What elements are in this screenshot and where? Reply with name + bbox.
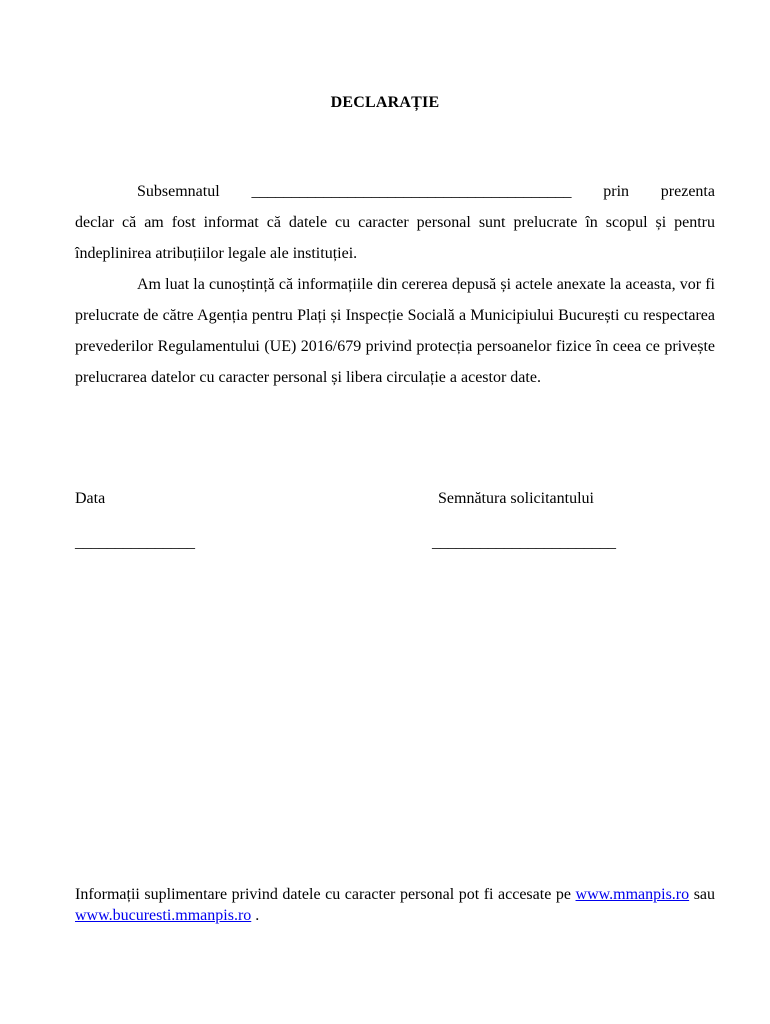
date-label: Data (75, 490, 106, 507)
footer-info (75, 884, 715, 926)
footer-connector: sau (693, 886, 716, 903)
signature-section (75, 488, 715, 558)
paragraph1-first-line (75, 176, 715, 207)
document-title: DECLARAȚIE (330, 94, 440, 111)
footer-period: . (255, 907, 260, 924)
name-blank-line: ________________________________________ (251, 183, 572, 200)
signature-block (432, 488, 616, 554)
paragraph2: Am luat la cunoștință că informațiile din cererea depusă și actele anexate la aceasta, vor fi prelucrate de către Agenția pentru Plați și Inspecție Socială a Municipiului București cu respectarea prevederilor Regulamentului (UE) 2016/679 privind protecția persoanelor fizice în ceea ce privește prelucrarea datelor cu caracter personal și libera circulație a acestor date. (75, 276, 715, 386)
prezenta-word: prezenta (660, 183, 715, 200)
date-block (75, 488, 195, 554)
document-body (75, 176, 715, 393)
signature-label: Semnătura solicitantului (438, 490, 594, 507)
bucuresti-mmanpis-link[interactable]: www.bucuresti.mmanpis.ro (75, 907, 252, 924)
signature-blank-line: _______________________ (432, 534, 616, 551)
mmanpis-link[interactable]: www.mmanpis.ro (575, 886, 690, 903)
date-blank-line: _______________ (75, 534, 195, 551)
paragraph1-rest: declar că am fost informat că datele cu caracter personal sunt prelucrate în scopul și pentru îndeplinirea atribuțiilor legale ale instituției. (75, 214, 715, 262)
subsemnatul-label: Subsemnatul (137, 183, 220, 200)
prin-word: prin (603, 183, 630, 200)
footer-text: Informații suplimentare privind datele cu caracter personal pot fi accesate pe (75, 886, 571, 903)
